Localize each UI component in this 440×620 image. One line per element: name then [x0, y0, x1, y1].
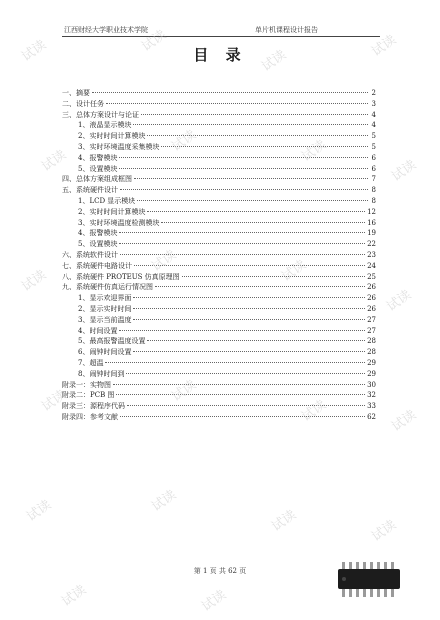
- toc-entry-page: 8: [371, 186, 376, 195]
- toc-leader-dots: [147, 135, 368, 136]
- toc-entry-page: 5: [371, 142, 376, 151]
- toc-entry-page: 33: [367, 402, 376, 411]
- toc-entry-page: 4: [371, 121, 376, 130]
- toc-entry[interactable]: [62, 185, 376, 196]
- watermark-text: 试读: [169, 127, 200, 155]
- watermark-text: 试读: [279, 257, 310, 285]
- toc-entry-title: 1、显示欢迎界面: [78, 294, 132, 303]
- toc-leader-dots: [137, 200, 368, 201]
- toc-leader-dots: [161, 146, 368, 147]
- toc-entry[interactable]: [62, 239, 376, 250]
- toc-entry[interactable]: [62, 272, 376, 283]
- toc-entry-title: 五、系统硬件设计: [62, 186, 118, 195]
- toc-entry[interactable]: [62, 412, 376, 423]
- toc-entry-title: 2、实时时间计算模块: [78, 132, 146, 141]
- toc-entry-title: 二、设计任务: [62, 99, 104, 108]
- header-rule: [62, 36, 380, 37]
- toc-entry-page: 26: [367, 294, 376, 303]
- watermark-text: 试读: [259, 47, 290, 75]
- page-header-right: 单片机课程设计报告: [255, 26, 318, 34]
- toc-entry-title: 1、液晶显示模块: [78, 121, 132, 130]
- toc-entry-page: 4: [371, 110, 376, 119]
- toc-entry-page: 3: [371, 99, 376, 108]
- toc-entry[interactable]: [62, 380, 376, 391]
- toc-entry[interactable]: [62, 304, 376, 315]
- watermark-text: 试读: [269, 507, 300, 535]
- toc-entry[interactable]: [62, 164, 376, 175]
- toc-entry[interactable]: [62, 347, 376, 358]
- toc-entry[interactable]: [62, 401, 376, 412]
- toc-entry-title: 4、报警模块: [78, 153, 118, 162]
- toc-entry-title: 附录四：参考文献: [62, 412, 118, 421]
- toc-leader-dots: [133, 351, 365, 352]
- toc-leader-dots: [155, 286, 365, 287]
- toc-leader-dots: [133, 319, 365, 320]
- toc-leader-dots: [119, 168, 368, 169]
- ic-chip-icon: [336, 560, 408, 600]
- toc-entry-title: 6、闹钟时间设置: [78, 348, 132, 357]
- toc-entry-page: 19: [367, 229, 376, 238]
- toc-entry-title: 1、LCD 显示模块: [78, 196, 136, 205]
- toc-entry-page: 62: [367, 412, 376, 421]
- toc-entry[interactable]: [62, 99, 376, 110]
- toc-leader-dots: [161, 222, 365, 223]
- toc-entry-page: 2: [371, 89, 376, 97]
- toc-leader-dots: [134, 178, 368, 179]
- toc-entry-page: 27: [367, 326, 376, 335]
- toc-leader-dots: [141, 114, 368, 115]
- watermark-text: 试读: [169, 377, 200, 405]
- toc-entry-page: 29: [367, 369, 376, 378]
- toc-leader-dots: [119, 330, 365, 331]
- toc-entry-title: 3、显示当前温度: [78, 315, 132, 324]
- watermark-text: 试读: [139, 27, 170, 55]
- toc-entry-title: 附录三：源程序代码: [62, 402, 125, 411]
- toc-leader-dots: [106, 103, 368, 104]
- toc-leader-dots: [116, 394, 365, 395]
- watermark-text: 试读: [389, 407, 420, 435]
- watermark-text: 试读: [39, 387, 70, 415]
- toc-leader-dots: [182, 276, 365, 277]
- toc-entry-title: 5、设置模块: [78, 164, 118, 173]
- toc-leader-dots: [120, 254, 365, 255]
- watermark-text: 试读: [369, 517, 400, 545]
- toc-entry-page: 26: [367, 283, 376, 292]
- watermark-text: 试读: [369, 32, 400, 60]
- toc-entry-page: 24: [367, 261, 376, 270]
- toc-entry[interactable]: [62, 369, 376, 380]
- toc-entry[interactable]: [62, 358, 376, 369]
- toc-entry-title: 附录二：PCB 图: [62, 391, 115, 400]
- toc-entry-title: 5、最高报警温度设置: [78, 337, 146, 346]
- toc-leader-dots: [119, 232, 365, 233]
- toc-entry-page: 7: [371, 175, 376, 184]
- toc-entry[interactable]: [62, 207, 376, 218]
- toc-leader-dots: [134, 265, 365, 266]
- toc-entry-page: 22: [367, 240, 376, 249]
- toc-leader-dots: [147, 340, 365, 341]
- toc-entry-page: 26: [367, 304, 376, 313]
- toc-entry[interactable]: [62, 110, 376, 121]
- page-footer: 第 1 页 共 62 页: [193, 567, 247, 575]
- toc-entry-page: 8: [371, 196, 376, 205]
- toc-entry-title: 3、实时环境温度采集模块: [78, 142, 160, 151]
- toc-leader-dots: [133, 124, 368, 125]
- toc-entry-page: 32: [367, 391, 376, 400]
- toc-entry-title: 4、报警模块: [78, 229, 118, 238]
- toc-entry-page: 29: [367, 358, 376, 367]
- toc-entry-page: 6: [371, 153, 376, 162]
- toc-entry-page: 23: [367, 250, 376, 259]
- table-of-contents: [62, 88, 376, 423]
- toc-entry[interactable]: [62, 250, 376, 261]
- toc-leader-dots: [113, 384, 365, 385]
- toc-entry-title: 一、摘要: [62, 89, 90, 97]
- toc-entry-page: 5: [371, 132, 376, 141]
- toc-entry-title: 三、总体方案设计与论证: [62, 110, 139, 119]
- toc-entry[interactable]: [62, 336, 376, 347]
- toc-entry[interactable]: [62, 196, 376, 207]
- toc-entry[interactable]: [62, 261, 376, 272]
- toc-entry-title: 2、显示实时时间: [78, 304, 132, 313]
- toc-leader-dots: [92, 92, 368, 93]
- toc-entry-title: 附录一：实物图: [62, 380, 111, 389]
- toc-leader-dots: [126, 373, 365, 374]
- toc-entry-page: 6: [371, 164, 376, 173]
- toc-leader-dots: [120, 189, 368, 190]
- toc-entry-page: 28: [367, 348, 376, 357]
- toc-entry-title: 2、实时时间计算模块: [78, 207, 146, 216]
- toc-entry-title: 3、实时环境温度检测模块: [78, 218, 160, 227]
- toc-leader-dots: [127, 405, 365, 406]
- toc-leader-dots: [133, 297, 365, 298]
- watermark-text: 试读: [59, 582, 90, 610]
- toc-entry[interactable]: [62, 153, 376, 164]
- toc-entry-title: 四、总体方案组成框图: [62, 175, 132, 184]
- toc-entry[interactable]: [62, 88, 376, 99]
- toc-entry-page: 27: [367, 315, 376, 324]
- toc-leader-dots: [133, 308, 365, 309]
- watermark-text: 试读: [19, 37, 50, 65]
- toc-entry-title: 七、系统硬件电路设计: [62, 261, 132, 270]
- toc-entry-title: 八、系统硬件 PROTEUS 仿真原理图: [62, 272, 180, 281]
- toc-entry-page: 28: [367, 337, 376, 346]
- toc-entry[interactable]: [62, 131, 376, 142]
- watermark-text: 试读: [199, 587, 230, 615]
- watermark-text: 试读: [24, 497, 55, 525]
- toc-entry-title: 7、超温: [78, 358, 104, 367]
- toc-entry-title: 4、时间设置: [78, 326, 118, 335]
- toc-entry[interactable]: [62, 174, 376, 185]
- watermark-text: 试读: [19, 267, 50, 295]
- toc-entry-title: 8、闹钟时间到: [78, 369, 125, 378]
- toc-entry-title: 九、系统硬件仿真运行情况图: [62, 283, 153, 292]
- toc-leader-dots: [105, 362, 365, 363]
- toc-leader-dots: [119, 243, 365, 244]
- watermark-text: 试读: [39, 147, 70, 175]
- watermark-text: 试读: [389, 157, 420, 185]
- toc-entry[interactable]: [62, 228, 376, 239]
- page-header-left: 江西财经大学职业技术学院: [64, 26, 148, 34]
- toc-entry-title: 5、设置模块: [78, 240, 118, 249]
- toc-leader-dots: [147, 211, 365, 212]
- watermark-text: 试读: [149, 247, 180, 275]
- toc-entry[interactable]: [62, 120, 376, 131]
- toc-leader-dots: [119, 157, 368, 158]
- watermark-text: 试读: [299, 397, 330, 425]
- toc-entry[interactable]: [62, 282, 376, 293]
- toc-entry[interactable]: [62, 293, 376, 304]
- page-title: 目 录: [193, 46, 247, 64]
- watermark-text: 试读: [384, 287, 415, 315]
- toc-entry[interactable]: [62, 326, 376, 337]
- toc-entry[interactable]: [62, 315, 376, 326]
- watermark-text: 试读: [149, 487, 180, 515]
- toc-entry-page: 30: [367, 380, 376, 389]
- toc-entry[interactable]: [62, 142, 376, 153]
- toc-entry-title: 六、系统软件设计: [62, 250, 118, 259]
- toc-entry-page: 16: [367, 218, 376, 227]
- toc-entry[interactable]: [62, 218, 376, 229]
- watermark-text: 试读: [299, 137, 330, 165]
- toc-entry-page: 25: [367, 272, 376, 281]
- toc-entry-page: 12: [367, 207, 376, 216]
- toc-entry[interactable]: [62, 390, 376, 401]
- toc-leader-dots: [120, 416, 365, 417]
